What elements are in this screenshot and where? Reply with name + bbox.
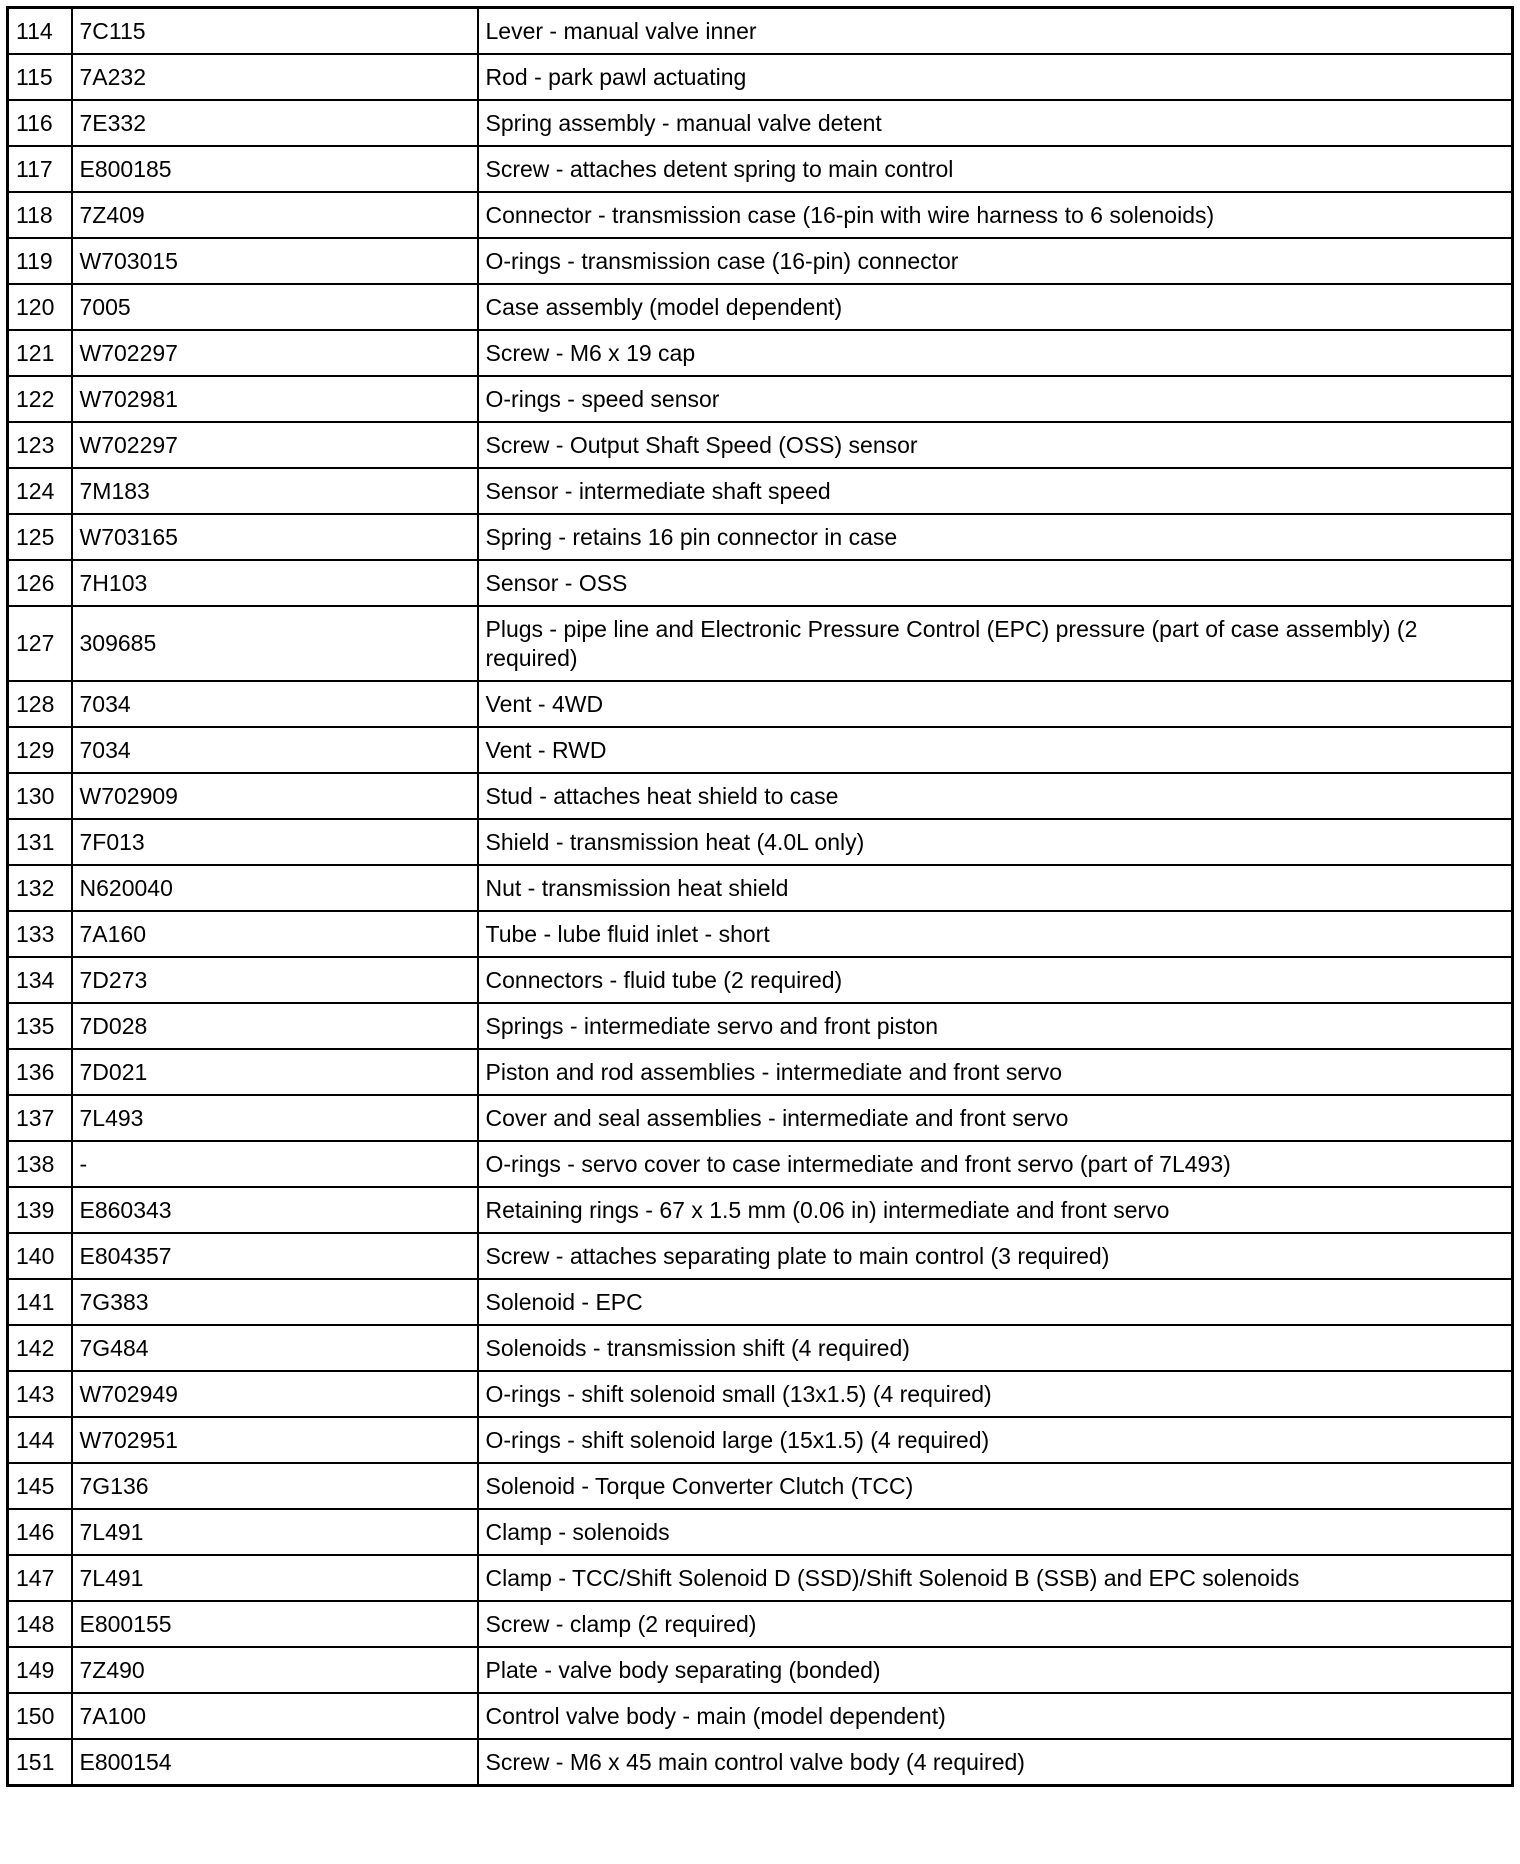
part-number-cell: N620040 (72, 865, 478, 911)
part-number-cell: 7L491 (72, 1509, 478, 1555)
part-number-cell: 7D021 (72, 1049, 478, 1095)
part-number-cell: 7Z409 (72, 192, 478, 238)
part-number-cell: 7D273 (72, 957, 478, 1003)
item-number-cell: 125 (8, 514, 72, 560)
item-number-cell: 149 (8, 1647, 72, 1693)
table-row (8, 606, 1513, 681)
item-number-cell: 136 (8, 1049, 72, 1095)
table-row (8, 1279, 1513, 1325)
description-cell: Piston and rod assemblies - intermediate and front servo (478, 1049, 1513, 1095)
description-cell: Clamp - solenoids (478, 1509, 1513, 1555)
part-number-cell: 7034 (72, 727, 478, 773)
item-number-cell: 145 (8, 1463, 72, 1509)
table-row (8, 1693, 1513, 1739)
item-number-cell: 151 (8, 1739, 72, 1786)
description-cell: Sensor - intermediate shaft speed (478, 468, 1513, 514)
description-cell: O-rings - shift solenoid large (15x1.5) (4 required) (478, 1417, 1513, 1463)
table-row (8, 727, 1513, 773)
part-number-cell: 7Z490 (72, 1647, 478, 1693)
description-cell: Connectors - fluid tube (2 required) (478, 957, 1513, 1003)
item-number-cell: 134 (8, 957, 72, 1003)
item-number-cell: 114 (8, 8, 72, 55)
item-number-cell: 147 (8, 1555, 72, 1601)
part-number-cell: 7G136 (72, 1463, 478, 1509)
item-number-cell: 133 (8, 911, 72, 957)
table-row (8, 1095, 1513, 1141)
table-row (8, 560, 1513, 606)
description-cell: Vent - RWD (478, 727, 1513, 773)
part-number-cell: 7D028 (72, 1003, 478, 1049)
item-number-cell: 148 (8, 1601, 72, 1647)
item-number-cell: 121 (8, 330, 72, 376)
description-cell: Solenoids - transmission shift (4 required) (478, 1325, 1513, 1371)
table-row (8, 238, 1513, 284)
table-row (8, 146, 1513, 192)
table-row (8, 681, 1513, 727)
part-number-cell: 7G383 (72, 1279, 478, 1325)
part-number-cell: 7A232 (72, 54, 478, 100)
description-cell: Screw - M6 x 45 main control valve body (4 required) (478, 1739, 1513, 1786)
description-cell: Solenoid - EPC (478, 1279, 1513, 1325)
part-number-cell: 7034 (72, 681, 478, 727)
item-number-cell: 146 (8, 1509, 72, 1555)
item-number-cell: 143 (8, 1371, 72, 1417)
item-number-cell: 117 (8, 146, 72, 192)
description-cell: O-rings - speed sensor (478, 376, 1513, 422)
parts-table (6, 6, 1514, 1787)
item-number-cell: 115 (8, 54, 72, 100)
table-row (8, 514, 1513, 560)
table-row (8, 284, 1513, 330)
part-number-cell: 7F013 (72, 819, 478, 865)
table-row (8, 468, 1513, 514)
table-row (8, 1371, 1513, 1417)
item-number-cell: 139 (8, 1187, 72, 1233)
part-number-cell: 7A100 (72, 1693, 478, 1739)
description-cell: Sensor - OSS (478, 560, 1513, 606)
description-cell: Lever - manual valve inner (478, 8, 1513, 55)
part-number-cell: W702909 (72, 773, 478, 819)
description-cell: O-rings - shift solenoid small (13x1.5) (4 required) (478, 1371, 1513, 1417)
part-number-cell: W703015 (72, 238, 478, 284)
table-row (8, 330, 1513, 376)
table-row (8, 54, 1513, 100)
part-number-cell: E800155 (72, 1601, 478, 1647)
description-cell: Spring - retains 16 pin connector in case (478, 514, 1513, 560)
part-number-cell: W702949 (72, 1371, 478, 1417)
description-cell: Connector - transmission case (16-pin with wire harness to 6 solenoids) (478, 192, 1513, 238)
item-number-cell: 142 (8, 1325, 72, 1371)
item-number-cell: 120 (8, 284, 72, 330)
item-number-cell: 122 (8, 376, 72, 422)
description-cell: Screw - clamp (2 required) (478, 1601, 1513, 1647)
item-number-cell: 116 (8, 100, 72, 146)
item-number-cell: 150 (8, 1693, 72, 1739)
table-row (8, 819, 1513, 865)
item-number-cell: 126 (8, 560, 72, 606)
item-number-cell: 119 (8, 238, 72, 284)
description-cell: Case assembly (model dependent) (478, 284, 1513, 330)
table-row (8, 1003, 1513, 1049)
description-cell: Solenoid - Torque Converter Clutch (TCC) (478, 1463, 1513, 1509)
table-row (8, 8, 1513, 55)
item-number-cell: 138 (8, 1141, 72, 1187)
part-number-cell: 7M183 (72, 468, 478, 514)
description-cell: Screw - M6 x 19 cap (478, 330, 1513, 376)
item-number-cell: 144 (8, 1417, 72, 1463)
table-row (8, 865, 1513, 911)
table-row (8, 1325, 1513, 1371)
description-cell: O-rings - transmission case (16-pin) connector (478, 238, 1513, 284)
table-row (8, 1647, 1513, 1693)
part-number-cell: E800185 (72, 146, 478, 192)
item-number-cell: 118 (8, 192, 72, 238)
item-number-cell: 130 (8, 773, 72, 819)
item-number-cell: 129 (8, 727, 72, 773)
item-number-cell: 124 (8, 468, 72, 514)
table-row (8, 100, 1513, 146)
description-cell: Spring assembly - manual valve detent (478, 100, 1513, 146)
description-cell: Tube - lube fluid inlet - short (478, 911, 1513, 957)
part-number-cell: 7E332 (72, 100, 478, 146)
table-row (8, 1509, 1513, 1555)
table-row (8, 911, 1513, 957)
part-number-cell: E860343 (72, 1187, 478, 1233)
part-number-cell: 7C115 (72, 8, 478, 55)
table-row (8, 376, 1513, 422)
table-row (8, 1739, 1513, 1786)
description-cell: Rod - park pawl actuating (478, 54, 1513, 100)
description-cell: Nut - transmission heat shield (478, 865, 1513, 911)
part-number-cell: 7005 (72, 284, 478, 330)
table-row (8, 422, 1513, 468)
part-number-cell: W703165 (72, 514, 478, 560)
item-number-cell: 137 (8, 1095, 72, 1141)
parts-table-body (8, 8, 1513, 1786)
description-cell: Clamp - TCC/Shift Solenoid D (SSD)/Shift Solenoid B (SSB) and EPC solenoids (478, 1555, 1513, 1601)
part-number-cell: 309685 (72, 606, 478, 681)
item-number-cell: 140 (8, 1233, 72, 1279)
part-number-cell: W702981 (72, 376, 478, 422)
description-cell: Screw - attaches separating plate to main control (3 required) (478, 1233, 1513, 1279)
description-cell: Plate - valve body separating (bonded) (478, 1647, 1513, 1693)
part-number-cell: 7A160 (72, 911, 478, 957)
description-cell: Screw - attaches detent spring to main control (478, 146, 1513, 192)
item-number-cell: 135 (8, 1003, 72, 1049)
part-number-cell: 7H103 (72, 560, 478, 606)
description-cell: Control valve body - main (model dependent) (478, 1693, 1513, 1739)
item-number-cell: 123 (8, 422, 72, 468)
part-number-cell: 7L493 (72, 1095, 478, 1141)
table-row (8, 957, 1513, 1003)
table-row (8, 192, 1513, 238)
description-cell: Vent - 4WD (478, 681, 1513, 727)
part-number-cell: W702297 (72, 422, 478, 468)
item-number-cell: 132 (8, 865, 72, 911)
part-number-cell: - (72, 1141, 478, 1187)
part-number-cell: 7L491 (72, 1555, 478, 1601)
description-cell: O-rings - servo cover to case intermediate and front servo (part of 7L493) (478, 1141, 1513, 1187)
part-number-cell: W702297 (72, 330, 478, 376)
part-number-cell: E804357 (72, 1233, 478, 1279)
table-row (8, 1141, 1513, 1187)
part-number-cell: W702951 (72, 1417, 478, 1463)
item-number-cell: 131 (8, 819, 72, 865)
part-number-cell: 7G484 (72, 1325, 478, 1371)
description-cell: Shield - transmission heat (4.0L only) (478, 819, 1513, 865)
table-row (8, 1417, 1513, 1463)
description-cell: Screw - Output Shaft Speed (OSS) sensor (478, 422, 1513, 468)
item-number-cell: 141 (8, 1279, 72, 1325)
table-row (8, 1233, 1513, 1279)
table-row (8, 773, 1513, 819)
description-cell: Cover and seal assemblies - intermediate and front servo (478, 1095, 1513, 1141)
description-cell: Plugs - pipe line and Electronic Pressure Control (EPC) pressure (part of case assembly) (2 required) (478, 606, 1513, 681)
description-cell: Stud - attaches heat shield to case (478, 773, 1513, 819)
table-row (8, 1601, 1513, 1647)
table-row (8, 1555, 1513, 1601)
description-cell: Retaining rings - 67 x 1.5 mm (0.06 in) intermediate and front servo (478, 1187, 1513, 1233)
table-row (8, 1187, 1513, 1233)
table-row (8, 1463, 1513, 1509)
description-cell: Springs - intermediate servo and front piston (478, 1003, 1513, 1049)
table-row (8, 1049, 1513, 1095)
item-number-cell: 128 (8, 681, 72, 727)
part-number-cell: E800154 (72, 1739, 478, 1786)
item-number-cell: 127 (8, 606, 72, 681)
